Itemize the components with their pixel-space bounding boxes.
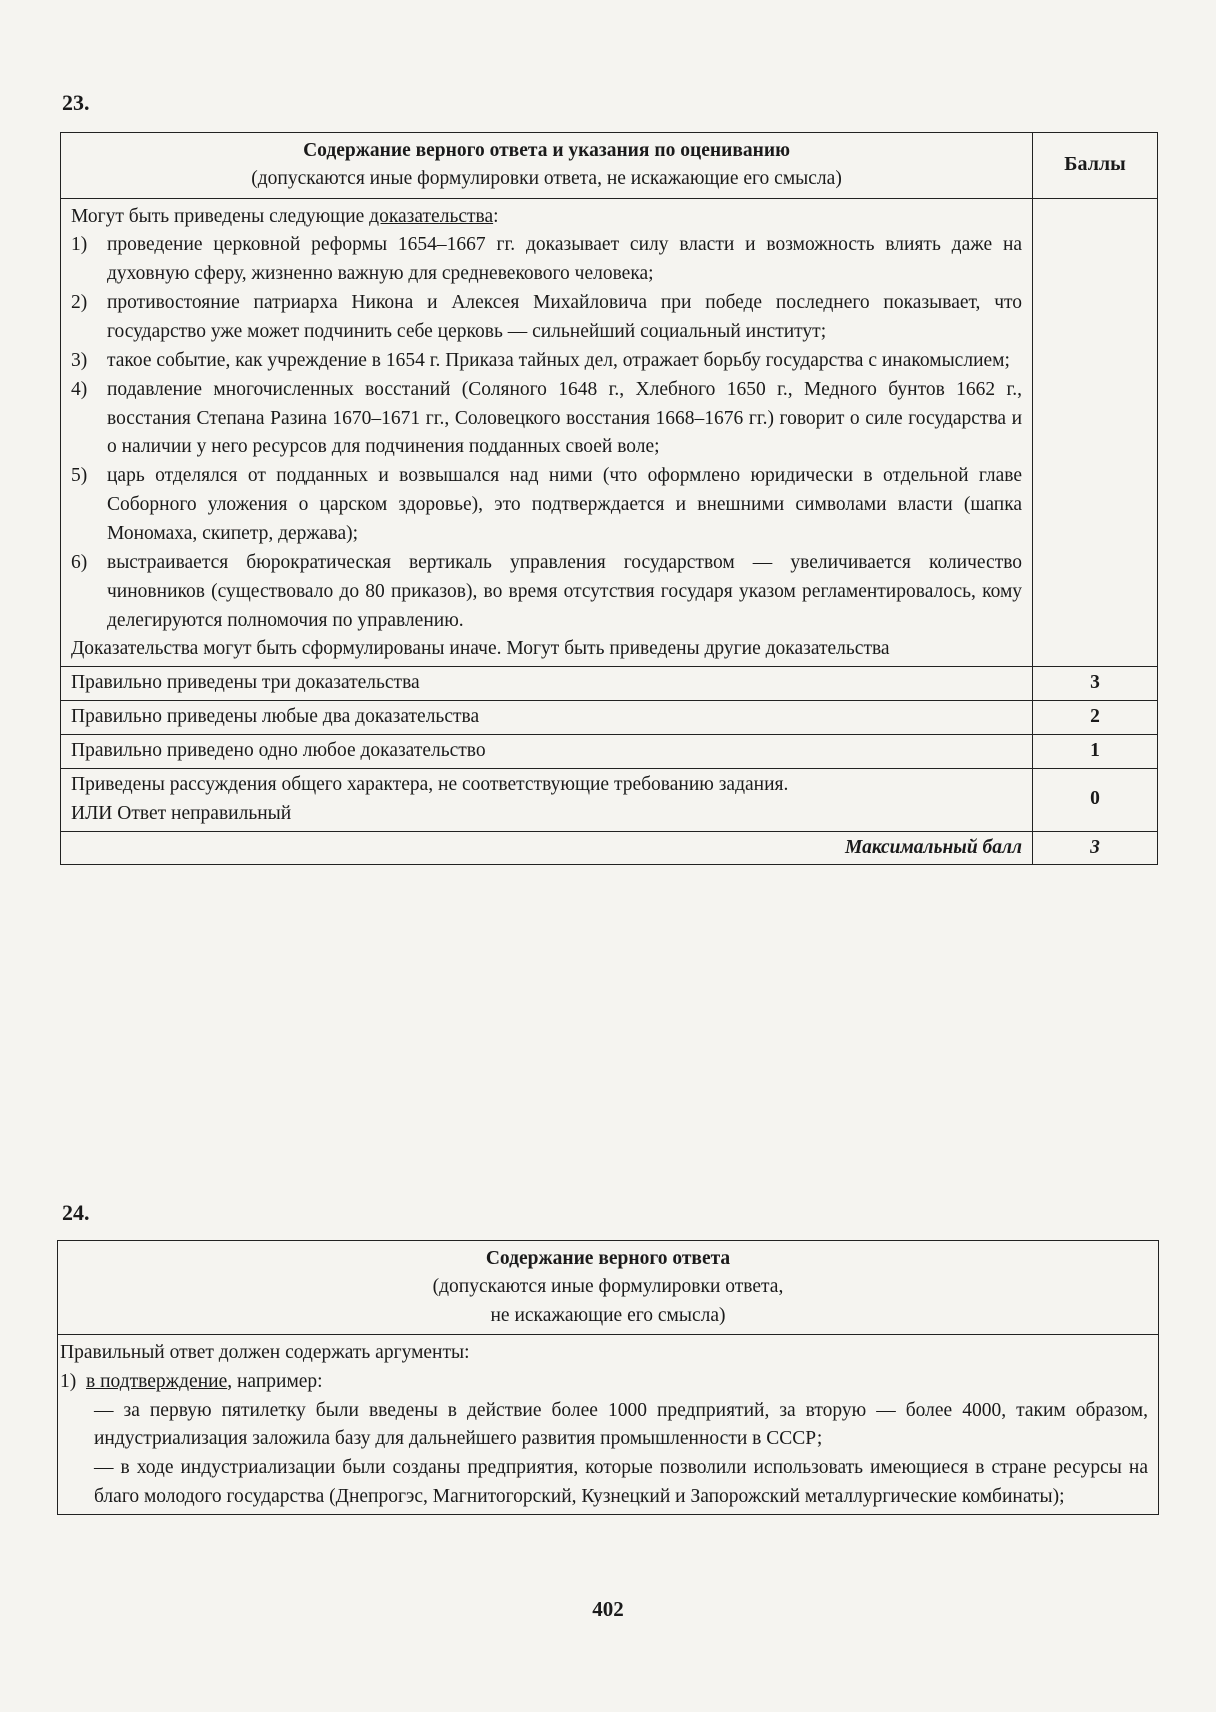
criterion-row-zero [61,768,1158,831]
list-item [71,549,1022,636]
argument-after: , например: [227,1370,323,1392]
table-header-row [61,133,1158,199]
max-score-row [61,831,1158,865]
criterion-row [61,735,1158,769]
list-item [71,462,1022,549]
item-number: 3) [71,349,88,371]
item-text: выстраивается бюрократическая вертикаль управления государством — увеличивается количество чиновников (существовало до 80 приказов), во время отсутствия государя указом регламентировалось, кому делегируются полномочия по управлению. [107,551,1023,631]
task-24-number: 24. [62,1200,90,1225]
answer-content-row [61,198,1158,667]
criterion-points: 3 [1033,667,1158,701]
criterion-text: Правильно приведено одно любое доказательство [61,735,1033,769]
list-item: — в ходе индустриализации были созданы предприятия, которые позволили использовать имеющиеся в стране ресурсы на благо молодого государства (Днепрогэс, Магнитогорский, Кузнецкий и Запорожский металлургические комбинаты); [94,1457,1148,1508]
criterion-text: Правильно приведены любые два доказательства [61,701,1033,735]
criterion-zero-line2: ИЛИ Ответ неправильный [71,802,292,824]
item-text: противостояние патриарха Никона и Алексея Михайловича при победе последнего показывает, что государство уже может подчинить себе церковь — сильнейший социальный институт; [107,292,1023,342]
criterion-points: 2 [1033,701,1158,735]
content-header [61,133,1033,199]
list-item [71,231,1022,289]
list-item: — за первую пятилетку были введены в действие более 1000 предприятий, за вторую — более 4000, таким образом, индустриализация заложила базу для дальнейшего развития промышленности в СССР; [94,1399,1148,1450]
content-header [58,1241,1159,1335]
task-23-number: 23. [62,90,90,115]
page-number: 402 [592,1597,624,1621]
item-text: царь отделялся от подданных и возвышался над ними (что оформлено юридически в отдельной главе Соборного уложения о царском здоровье), это подтверждается и внешними символами власти (шапка Мономаха, скипетр, держава); [107,465,1023,544]
item-text: такое событие, как учреждение в 1654 г. Приказа тайных дел, отражает борьбу государства с инакомыслием; [107,349,1010,371]
criterion-text: Правильно приведены три доказательства [61,667,1033,701]
max-score-value: 3 [1033,831,1158,865]
answer-content [61,198,1033,667]
item-number: 2) [71,292,88,314]
content-header-title: Содержание верного ответа и указания по оцениванию [303,140,790,161]
item-number: 4) [71,378,88,400]
list-item [71,289,1022,347]
criterion-zero-points: 0 [1033,768,1158,831]
task-23-grading-table [60,132,1158,865]
criterion-row [61,701,1158,735]
item-text: проведение церковной реформы 1654–1667 гг. доказывает силу власти и возможность влиять даже на духовную сферу, жизненно важную для средневекового человека; [107,234,1023,285]
item-number: 5) [71,465,88,487]
evidence-list [71,231,1022,635]
answer-content [58,1334,1159,1514]
intro-line: Правильный ответ должен содержать аргументы: [60,1341,470,1363]
content-header-title: Содержание верного ответа [485,1248,731,1269]
item-number: 1) [71,234,88,256]
intro-colon: : [493,205,499,227]
argument-underlined: в подтверждение [86,1370,228,1392]
closing-note: Доказательства могут быть сформулированы иначе. Могут быть приведены другие доказательства [71,638,890,660]
list-item [71,347,1022,376]
answer-content-row [58,1334,1159,1514]
score-header: Баллы [1033,133,1158,199]
criterion-zero-line1: Приведены рассуждения общего характера, не соответствующие требованию задания. [71,773,789,795]
item-text: подавление многочисленных восстаний (Соляного 1648 г., Хлебного 1650 г., Медного бунтов 1662 г., восстания Степана Разина 1670–1671 гг., Соловецкого восстания 1668–1676 гг.) говорит о силе государства и о наличии у него ресурсов для подчинения подданных своей воле; [107,378,1023,458]
task-24-grading-table [57,1240,1159,1515]
intro-line [71,203,1022,232]
argument-heading [60,1368,1148,1397]
item-number: 6) [71,551,88,573]
intro-underlined: доказательства [369,205,494,227]
empty-score-cell [1033,198,1158,667]
content-header-note: (допускаются иные формулировки ответа, не искажающие его смысла) [251,168,842,190]
content-header-note-2: не искажающие его смысла) [490,1304,726,1326]
intro-text: Могут быть приведены следующие [71,205,370,227]
max-score-label: Максимальный балл [61,831,1033,865]
table-header-row [58,1241,1159,1335]
content-header-note-1: (допускаются иные формулировки ответа, [432,1276,784,1298]
criterion-row [61,667,1158,701]
item-number: 1) [60,1370,77,1392]
criterion-zero-text [61,768,1033,831]
criterion-points: 1 [1033,735,1158,769]
list-item [71,376,1022,463]
